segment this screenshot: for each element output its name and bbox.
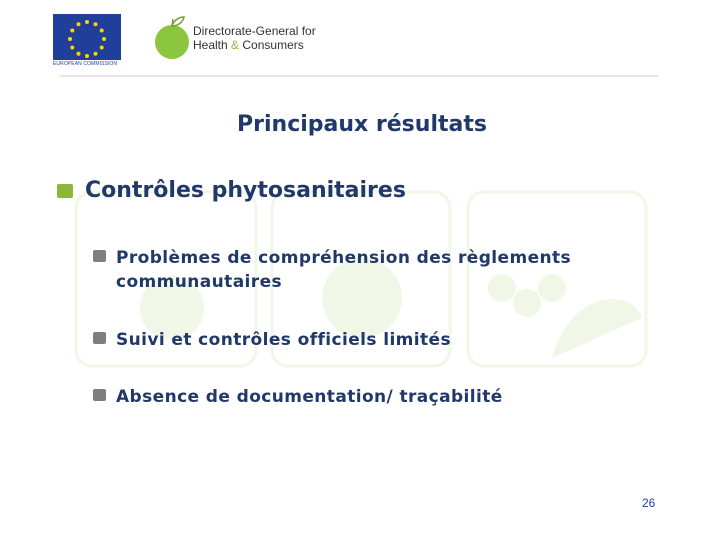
eu-logo-caption: EUROPEAN COMMISSION — [53, 61, 118, 67]
list-item-text-continued: communautaires — [116, 272, 283, 292]
list-item-text: Problèmes de compréhension des règlements — [116, 248, 572, 268]
list-item — [93, 328, 451, 352]
list-item — [93, 385, 503, 409]
header-divider — [60, 75, 658, 77]
eu-flag-icon — [53, 14, 121, 60]
dg-name-health: Health — [193, 38, 232, 52]
apple-icon — [152, 14, 196, 60]
list-item-text: Suivi et contrôles officiels limités — [116, 330, 451, 350]
slide-title: Principaux résultats — [237, 112, 487, 137]
page-number: 26 — [642, 496, 656, 510]
list-item — [93, 246, 571, 294]
section-heading — [57, 178, 406, 203]
dg-name-consumers: Consumers — [239, 38, 304, 52]
list-item-text: Absence de documentation/ traçabilité — [116, 387, 503, 407]
dg-name-line1: Directorate-General for — [193, 24, 316, 38]
gray-square-bullet-icon — [93, 389, 106, 401]
dg-name-line2 — [193, 38, 316, 52]
section-label: Contrôles phytosanitaires — [85, 178, 406, 203]
green-square-bullet-icon — [57, 184, 73, 198]
dg-name-ampersand: & — [231, 38, 240, 52]
gray-square-bullet-icon — [93, 250, 106, 262]
gray-square-bullet-icon — [93, 332, 106, 344]
dg-health-consumers-logo — [152, 14, 322, 64]
european-commission-logo — [53, 14, 121, 68]
